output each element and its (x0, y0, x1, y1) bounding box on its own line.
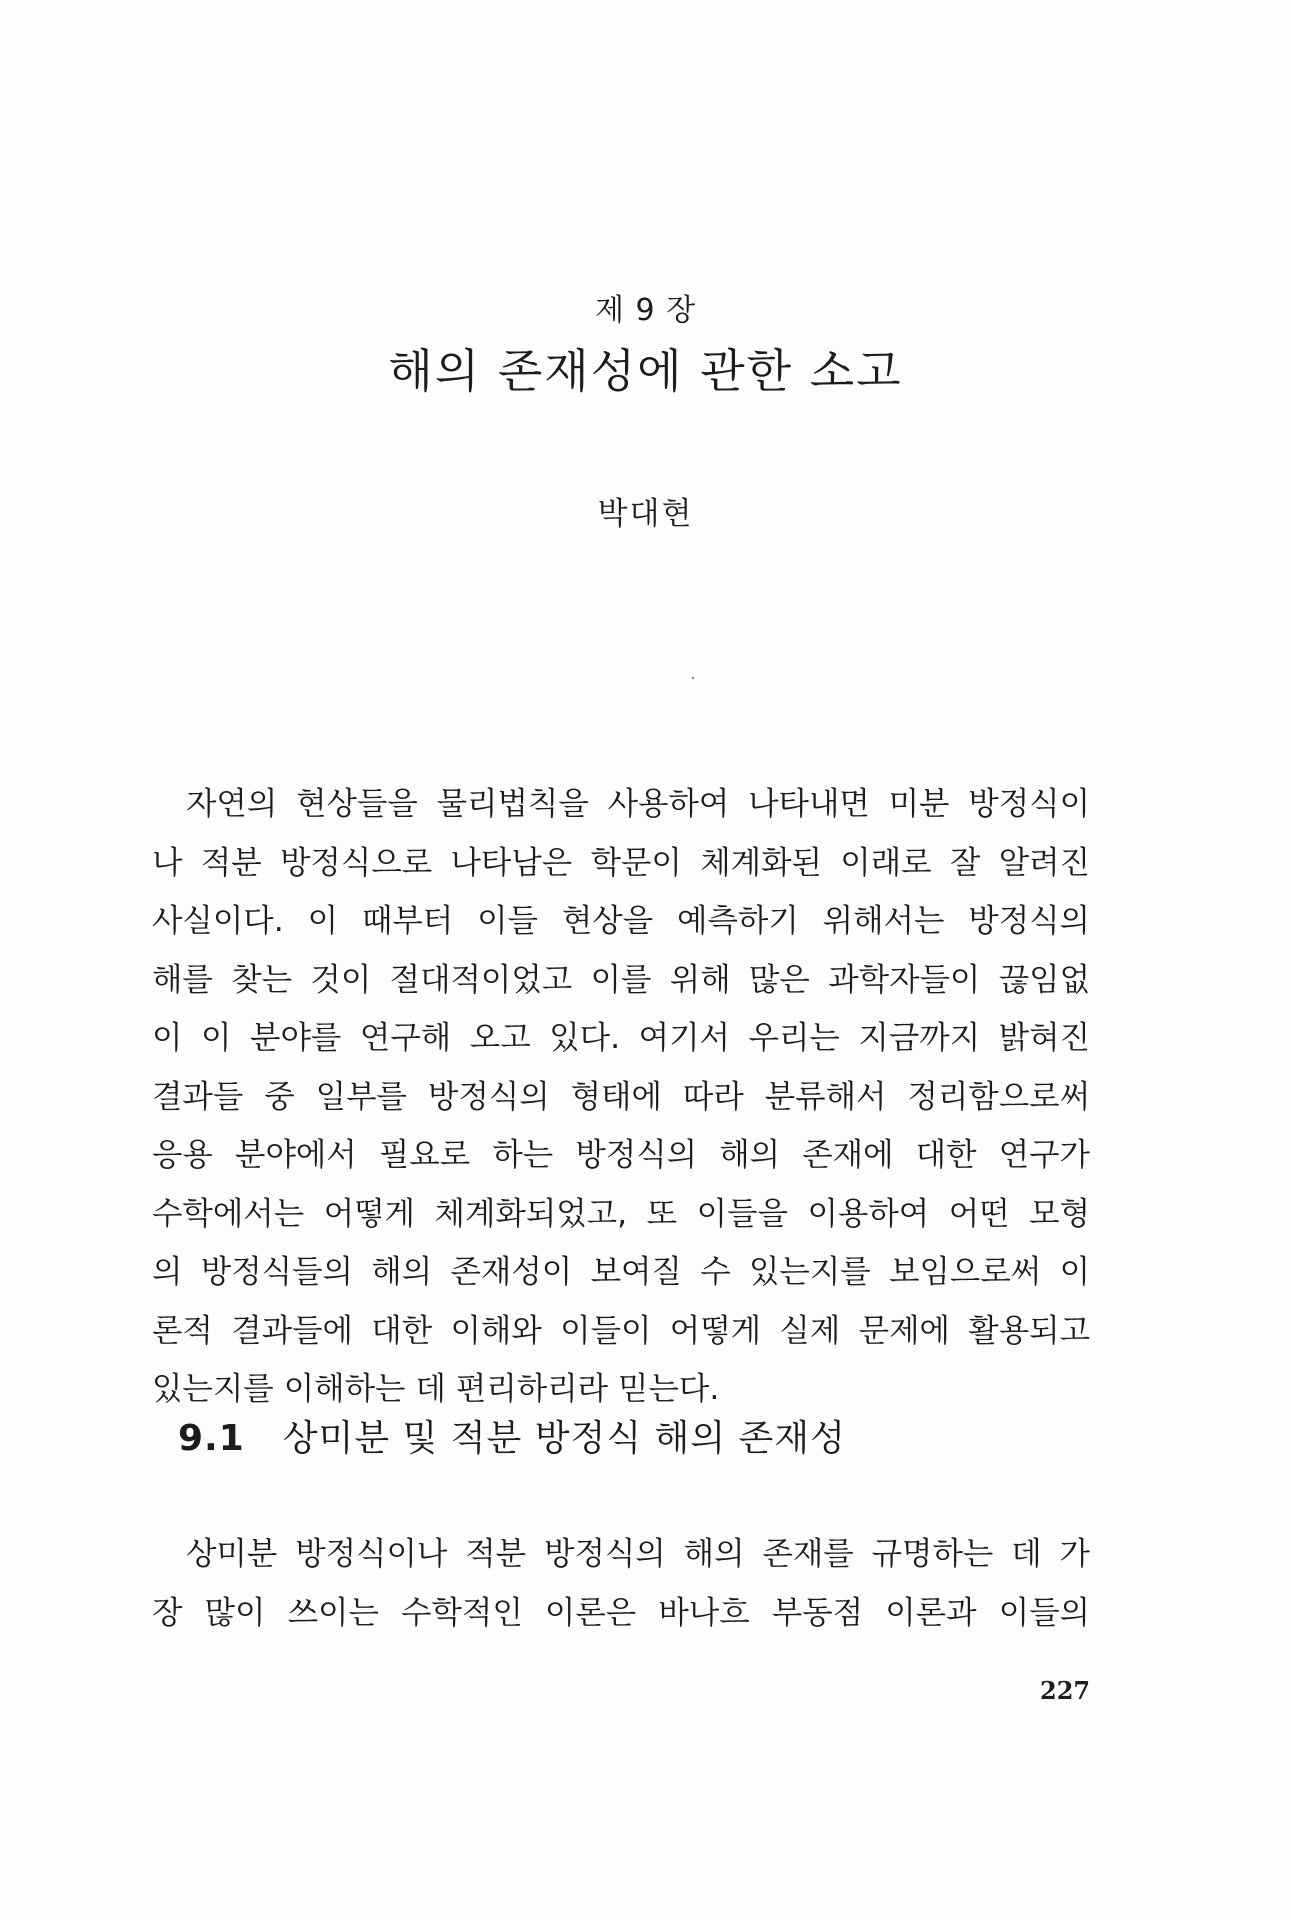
text-line: 상미분 방정식이나 적분 방정식의 해의 존재를 규명하는 데 가 (186, 1536, 1090, 1572)
text-line: 장 많이 쓰이는 수학적인 이론은 바나흐 부동점 이론과 이들의 (152, 1594, 1090, 1631)
text-line: 결과들 중 일부를 방정식의 형태에 따라 분류해서 정리함으로써 (152, 1078, 1090, 1115)
chapter-title: 해의 존재성에 관한 소고 (388, 344, 903, 398)
chapter-label: 제 9 장 (594, 293, 697, 328)
text-line: 응용 분야에서 필요로 하는 방정식의 해의 존재에 대한 연구가 (152, 1137, 1090, 1173)
author-name: 박대현 (597, 496, 694, 532)
text-line: 자연의 현상들을 물리법칙을 사용하여 나타내면 미분 방정식이 (186, 786, 1090, 822)
text-line: 론적 결과들에 대한 이해와 이들이 어떻게 실제 문제에 활용되고 (152, 1312, 1090, 1349)
text-line: 수학에서는 어떻게 체계화되었고, 또 이들을 이용하여 어떤 모형 (152, 1195, 1090, 1232)
section-number: 9.1 (178, 1418, 245, 1459)
section-paragraph (152, 1525, 1090, 1642)
text-line: 의 방정식들의 해의 존재성이 보여질 수 있는지를 보임으로써 이 (152, 1254, 1090, 1290)
intro-paragraph (152, 775, 1090, 1419)
scan-speck (692, 677, 694, 679)
text-line: 있는지를 이해하는 데 편리하리라 믿는다. (152, 1371, 720, 1407)
text-line: 이 이 분야를 연구해 오고 있다. 여기서 우리는 지금까지 밝혀진 (152, 1020, 1090, 1056)
page-number: 227 (1040, 1676, 1091, 1705)
section-heading (178, 1410, 846, 1461)
text-line: 사실이다. 이 때부터 이들 현상을 예측하기 위해서는 방정식의 (152, 903, 1090, 939)
section-title: 상미분 및 적분 방정식 해의 존재성 (282, 1418, 846, 1459)
text-line: 나 적분 방정식으로 나타남은 학문이 체계화된 이래로 잘 알려진 (152, 844, 1090, 881)
text-line: 해를 찾는 것이 절대적이었고 이를 위해 많은 과학자들이 끊임없 (152, 961, 1090, 998)
